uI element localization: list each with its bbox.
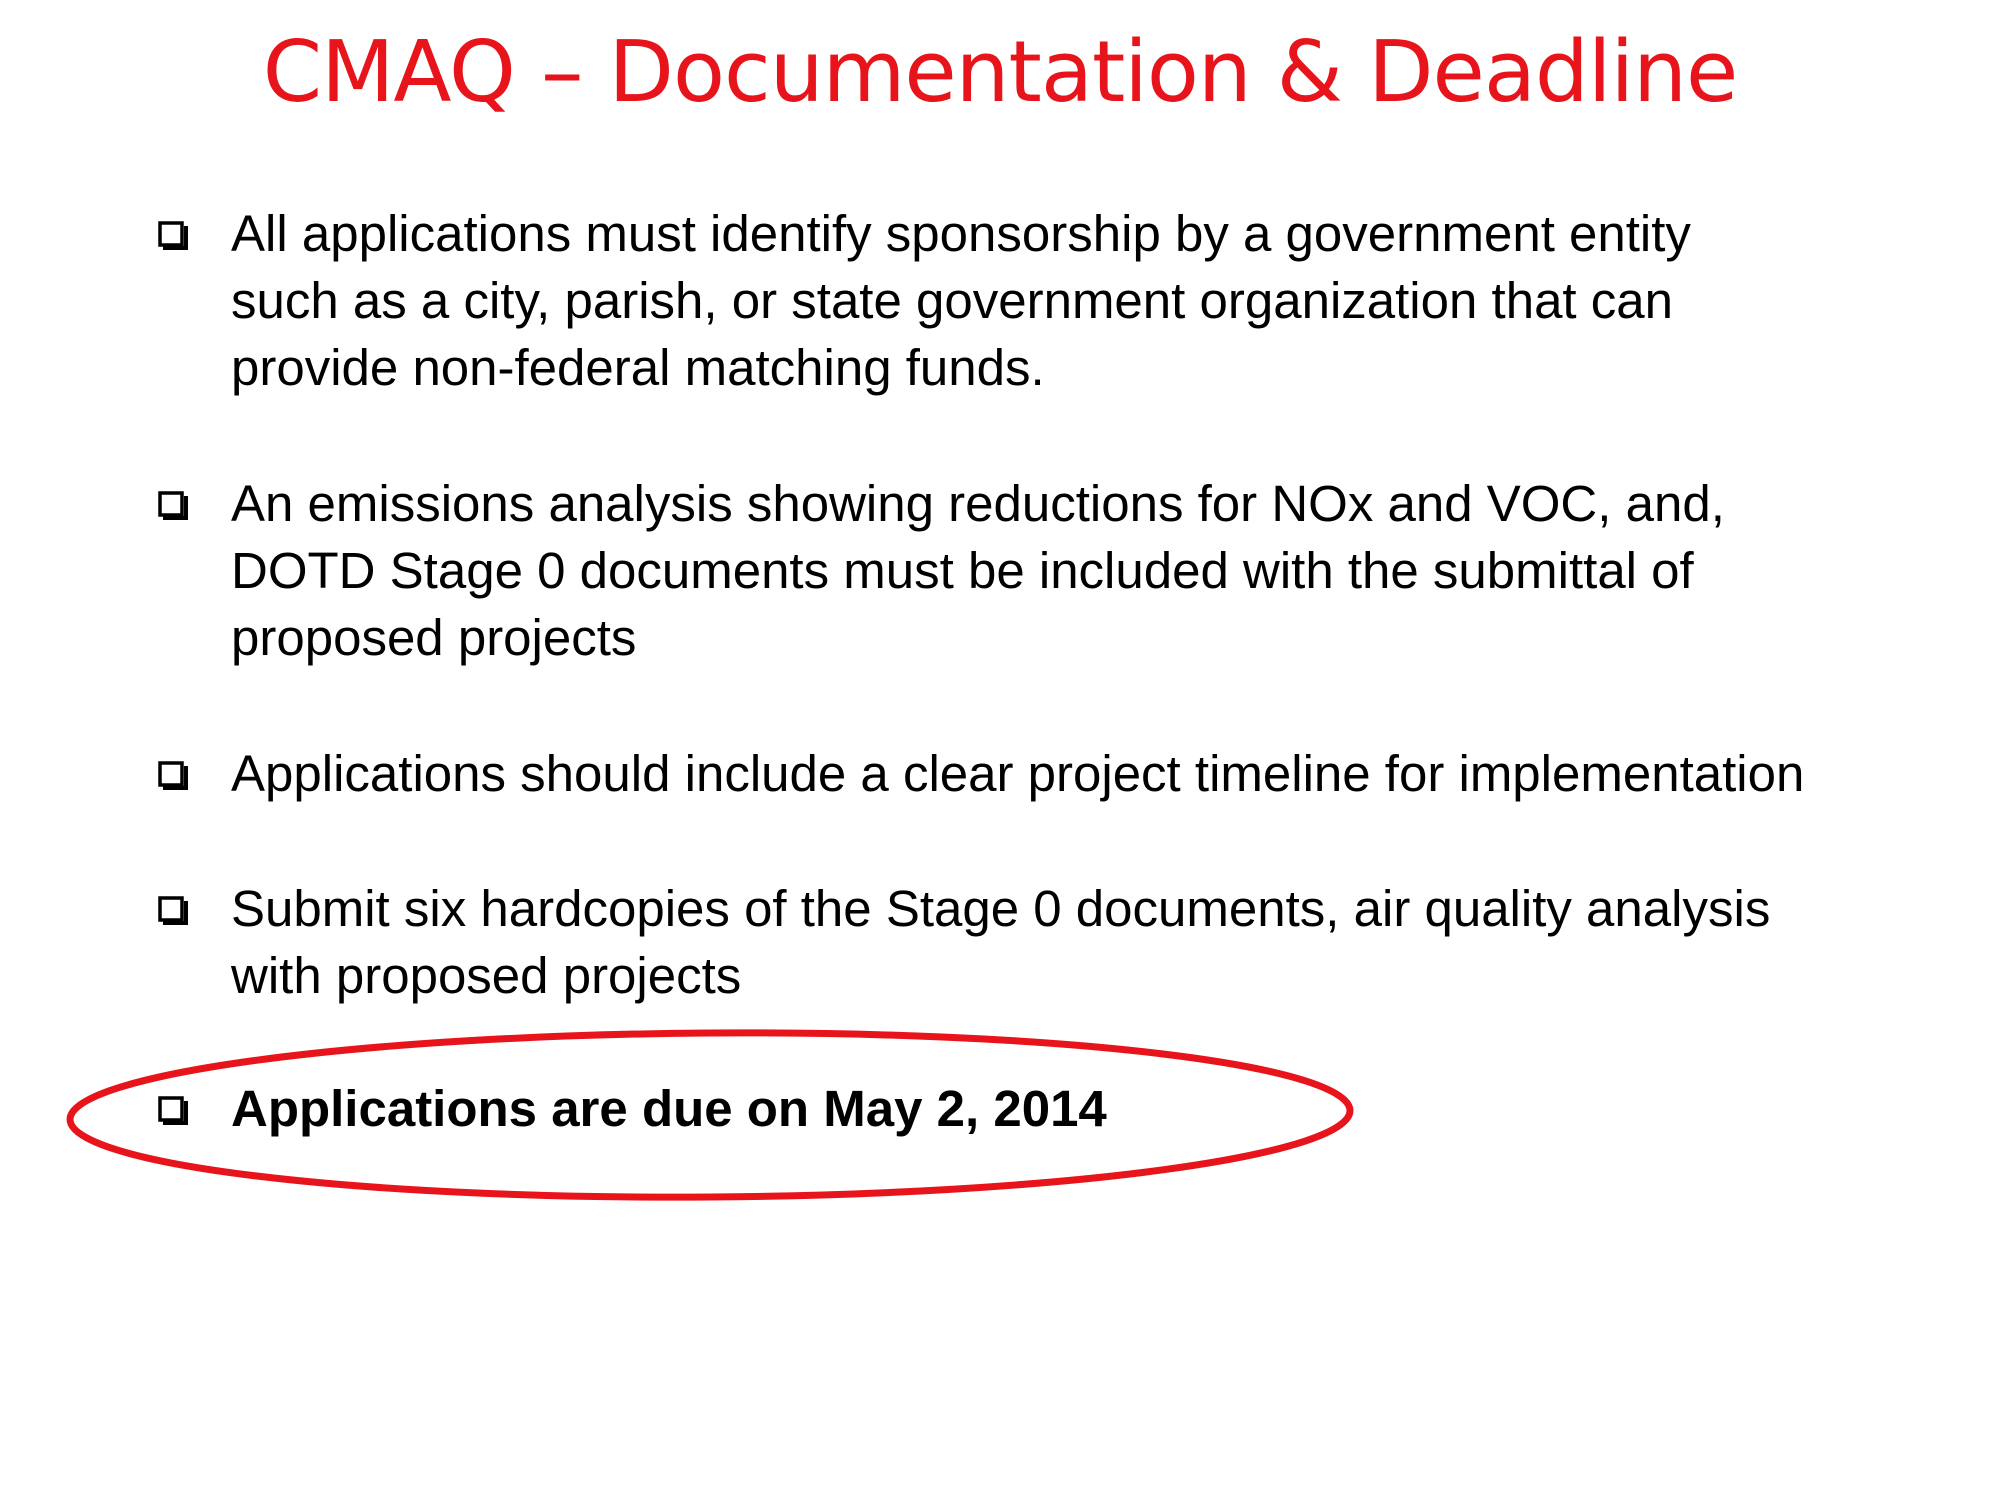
checkbox-square-icon — [158, 221, 188, 251]
deadline-text: Applications are due on May 2, 2014 — [231, 1080, 1107, 1137]
checkbox-square-icon — [158, 491, 188, 521]
bullet-text: Applications should include a clear project timeline for implementation — [231, 745, 1805, 802]
checkbox-square-icon — [158, 761, 188, 791]
bullet-text: An emissions analysis showing reductions for NOx and VOC, and, DOTD Stage 0 documents must be included with the submittal of proposed projects — [231, 475, 1725, 666]
slide-title: CMAQ – Documentation & Deadline — [262, 23, 1738, 122]
checkbox-square-icon — [158, 896, 188, 926]
highlight-ellipse — [60, 1020, 1360, 1210]
bullet-text: Submit six hardcopies of the Stage 0 documents, air quality analysis with proposed projects — [231, 880, 1771, 1004]
bullet-text: All applications must identify sponsorship by a government entity such as a city, parish, or state government organization that can provide non-federal matching funds. — [231, 205, 1691, 396]
